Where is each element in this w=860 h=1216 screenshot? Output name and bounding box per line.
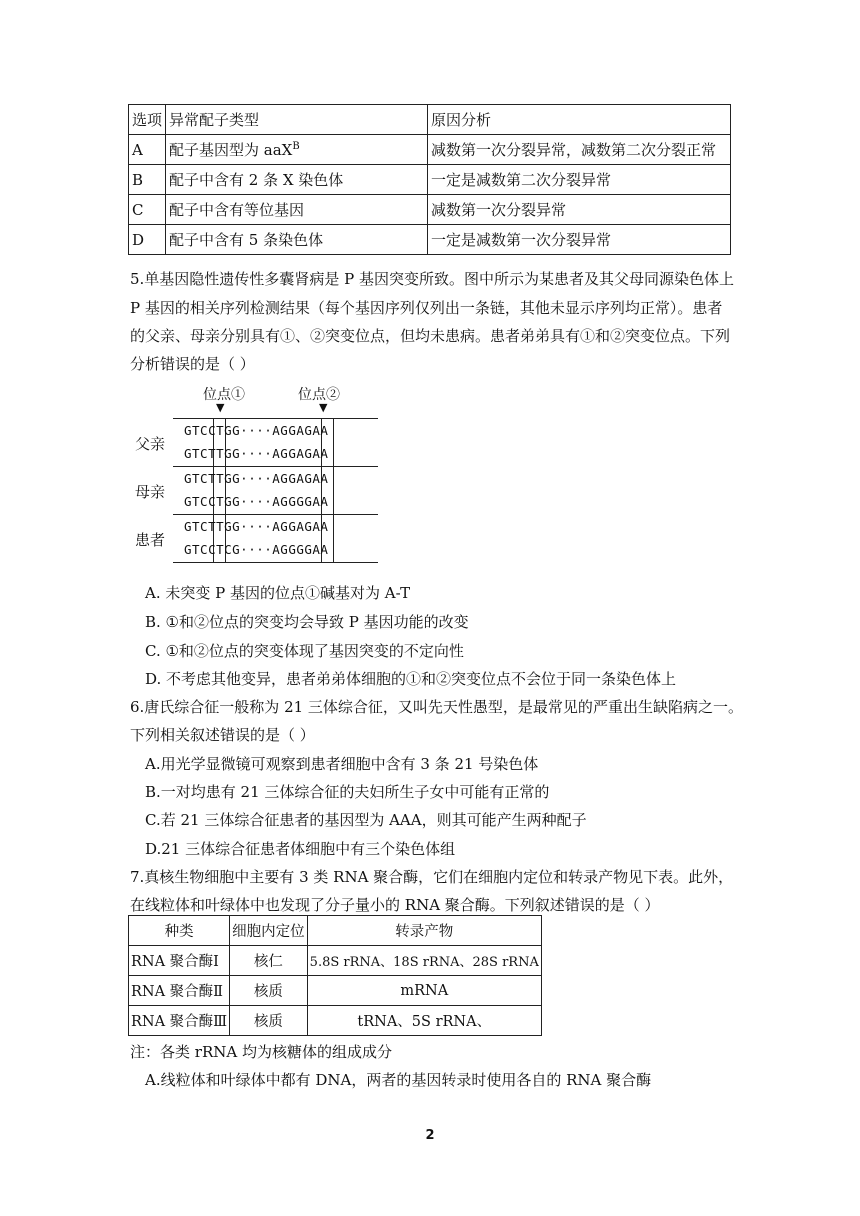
question-6-option: A.用光学显微镜可观察到患者细胞中含有 3 条 21 号染色体 [145, 755, 539, 773]
sequence-line: GTCCTCG····AGGGGAA [184, 542, 329, 557]
polymerase-type-cell: RNA 聚合酶Ⅰ [129, 946, 230, 976]
site-1-arrow-icon: ▼ [216, 401, 225, 414]
gamete-type-cell [166, 135, 428, 165]
question-7-stem-line: 在线粒体和叶绿体中也发现了分子量小的 RNA 聚合酶。下列叙述错误的是（ ） [130, 896, 660, 914]
question-5-stem-line: P 基因的相关序列检测结果（每个基因序列仅列出一条链，其他未显示序列均正常）。患者 [130, 299, 723, 317]
option-cell: A [129, 135, 166, 165]
figure-divider [173, 466, 378, 467]
gamete-type-cell: 配子中含有等位基因 [166, 195, 428, 225]
question-6-option: B.一对均患有 21 三体综合征的夫妇所生子女中可能有正常的 [145, 783, 550, 801]
father-label: 父亲 [135, 435, 166, 453]
sequence-line: GTCCTGG····AGGGGAA [184, 494, 329, 509]
site-2-left-border [321, 418, 322, 562]
table-header-cell: 选项 [129, 105, 166, 135]
abnormal-gamete-table [128, 104, 731, 255]
site-1-left-border [213, 418, 214, 562]
reason-cell: 减数第一次分裂异常 [428, 195, 731, 225]
table-header-row [129, 105, 731, 135]
table-header-cell: 原因分析 [428, 105, 731, 135]
page-number: 2 [425, 1128, 435, 1143]
gamete-type-cell: 配子中含有 5 条染色体 [166, 225, 428, 255]
polymerase-type-cell: RNA 聚合酶Ⅱ [129, 976, 230, 1006]
gamete-type-superscript: B [292, 141, 300, 152]
sequence-line: GTCTTGG····AGGAGAA [184, 519, 329, 534]
question-7-note: 注：各类 rRNA 均为核糖体的组成成分 [130, 1043, 392, 1061]
question-5-option: B. ①和②位点的突变均会导致 P 基因功能的改变 [145, 613, 469, 631]
table-row [129, 165, 731, 195]
location-cell: 核质 [230, 976, 308, 1006]
table-row [129, 195, 731, 225]
table-row [129, 1006, 542, 1036]
figure-divider [173, 418, 378, 419]
question-7-option: A.线粒体和叶绿体中都有 DNA，两者的基因转录时使用各自的 RNA 聚合酶 [145, 1071, 652, 1089]
product-cell: 5.8S rRNA、18S rRNA、28S rRNA [307, 946, 541, 976]
question-6-option: C.若 21 三体综合征患者的基因型为 AAA，则其可能产生两种配子 [145, 811, 587, 829]
question-5-option: D. 不考虑其他变异，患者弟弟体细胞的①和②突变位点不会位于同一条染色体上 [145, 670, 677, 688]
location-cell: 核仁 [230, 946, 308, 976]
product-cell: tRNA、5S rRNA、 [307, 1006, 541, 1036]
reason-cell: 一定是减数第二次分裂异常 [428, 165, 731, 195]
table-row [129, 135, 731, 165]
question-5-stem-line: 分析错误的是（ ） [130, 355, 255, 373]
table-header-cell: 异常配子类型 [166, 105, 428, 135]
table-header-row [129, 916, 542, 946]
site-1-label: 位点① [203, 387, 245, 403]
sequence-line: GTCTTGG····AGGAGAA [184, 446, 329, 461]
table-row [129, 946, 542, 976]
question-5-option: C. ①和②位点的突变体现了基因突变的不定向性 [145, 642, 464, 660]
question-6-stem-line: 下列相关叙述错误的是（ ） [130, 726, 315, 744]
table-header-cell: 细胞内定位 [230, 916, 308, 946]
figure-divider [173, 562, 378, 563]
question-6-stem-line: 6.唐氏综合征一般称为 21 三体综合征，又叫先天性愚型，是最常见的严重出生缺陷病之一。 [130, 698, 743, 716]
option-cell: B [129, 165, 166, 195]
question-5-stem-line: 的父亲、母亲分别具有①、②突变位点，但均未患病。患者弟弟具有①和②突变位点。下列 [130, 327, 731, 345]
site-2-arrow-icon: ▼ [319, 401, 328, 414]
polymerase-type-cell: RNA 聚合酶Ⅲ [129, 1006, 230, 1036]
option-cell: C [129, 195, 166, 225]
patient-label: 患者 [135, 531, 166, 549]
question-6-option: D.21 三体综合征患者体细胞中有三个染色体组 [145, 840, 456, 858]
rna-polymerase-table [128, 915, 542, 1036]
reason-cell: 减数第一次分裂异常，减数第二次分裂正常 [428, 135, 731, 165]
gamete-type-text: 配子基因型为 aaX [169, 141, 293, 159]
location-cell: 核质 [230, 1006, 308, 1036]
product-cell: mRNA [307, 976, 541, 1006]
table-header-cell: 转录产物 [307, 916, 541, 946]
reason-cell: 一定是减数第一次分裂异常 [428, 225, 731, 255]
table-row [129, 225, 731, 255]
question-5-option: A. 未突变 P 基因的位点①碱基对为 A-T [145, 584, 411, 602]
option-cell: D [129, 225, 166, 255]
sequence-line: GTCCTGG····AGGAGAA [184, 423, 329, 438]
sequence-line: GTCTTGG····AGGAGAA [184, 471, 329, 486]
question-7-stem-line: 7.真核生物细胞中主要有 3 类 RNA 聚合酶，它们在细胞内定位和转录产物见下表。此外， [130, 868, 734, 886]
site-2-right-border [333, 418, 334, 562]
table-row [129, 976, 542, 1006]
mother-label: 母亲 [135, 483, 166, 501]
site-1-right-border [225, 418, 226, 562]
site-2-label: 位点② [298, 387, 340, 403]
figure-divider [173, 514, 378, 515]
table-header-cell: 种类 [129, 916, 230, 946]
question-5-stem-line: 5.单基因隐性遗传性多囊肾病是 P 基因突变所致。图中所示为某患者及其父母同源染色体上 [130, 270, 734, 288]
gamete-type-cell: 配子中含有 2 条 X 染色体 [166, 165, 428, 195]
